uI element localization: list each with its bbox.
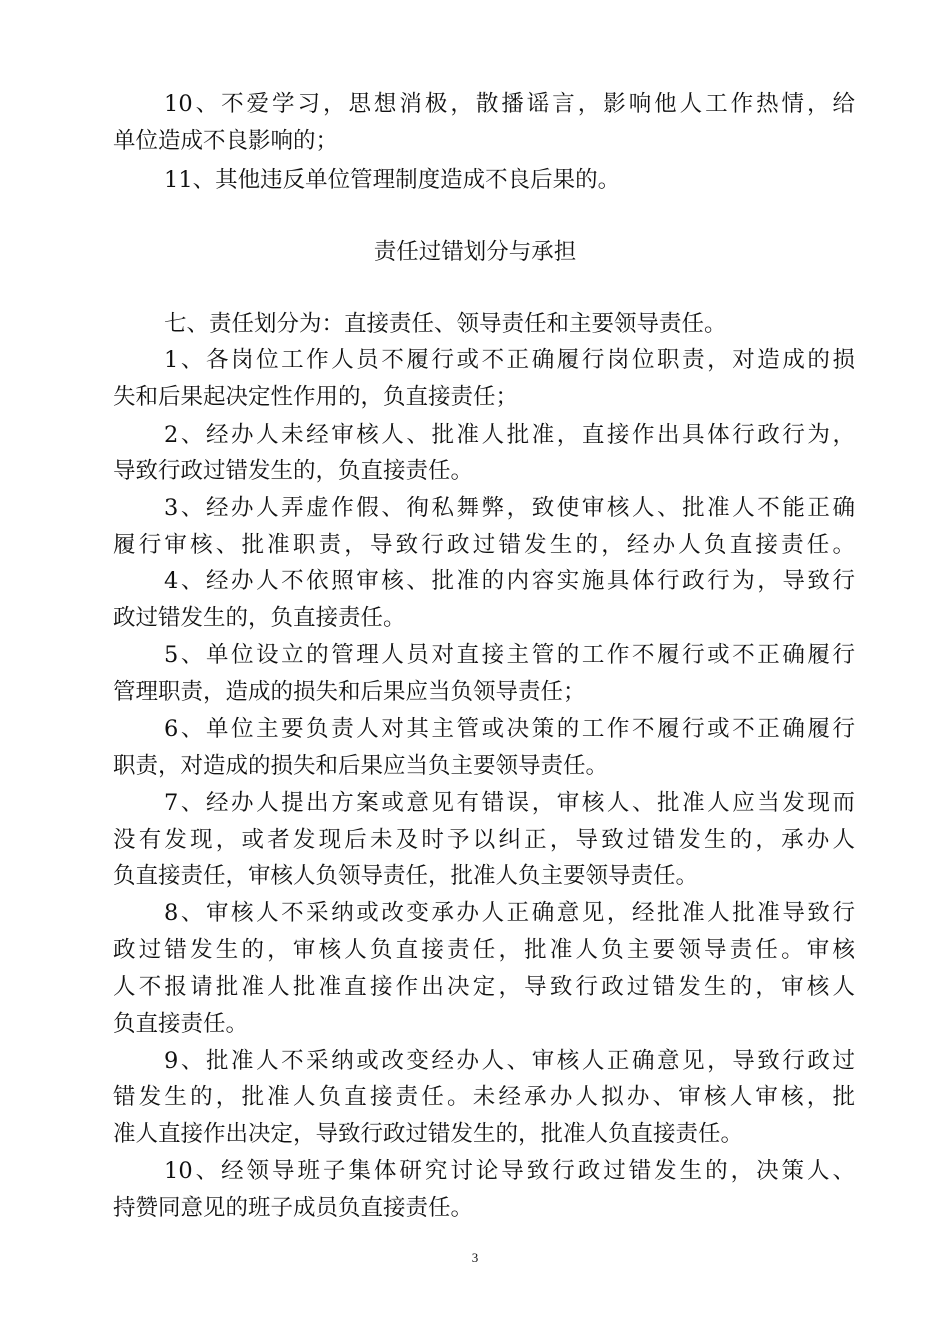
paragraph-line: 没有发现，或者发现后未及时予以纠正，导致过错发生的，承办人 xyxy=(113,827,855,853)
paragraph-line: 7、经办人提出方案或意见有错误，审核人、批准人应当发现而 xyxy=(164,790,855,816)
paragraph-line: 人不报请批准人批准直接作出决定，导致行政过错发生的，审核人 xyxy=(113,974,855,1000)
paragraph-line: 准人直接作出决定，导致行政过错发生的，批准人负直接责任。 xyxy=(113,1121,744,1147)
paragraph-line: 履行审核、批准职责，导致行政过错发生的，经办人负直接责任。 xyxy=(113,532,855,558)
paragraph-line: 持赞同意见的班子成员负直接责任。 xyxy=(113,1195,474,1221)
paragraph-line: 政过错发生的，负直接责任。 xyxy=(113,605,406,631)
paragraph-line: 导致行政过错发生的，负直接责任。 xyxy=(113,458,474,484)
page-number: 3 xyxy=(471,1250,479,1265)
paragraph-line: 5、单位设立的管理人员对直接主管的工作不履行或不正确履行 xyxy=(164,642,855,668)
paragraph-line: 9、批准人不采纳或改变经办人、审核人正确意见，导致行政过 xyxy=(164,1048,855,1074)
paragraph-line: 4、经办人不依照审核、批准的内容实施具体行政行为，导致行 xyxy=(164,568,855,594)
paragraph-line: 政过错发生的，审核人负直接责任，批准人负主要领导责任。审核 xyxy=(113,937,855,963)
paragraph-line: 2、经办人未经审核人、批准人批准，直接作出具体行政行为， xyxy=(164,422,855,448)
paragraph-line: 6、单位主要负责人对其主管或决策的工作不履行或不正确履行 xyxy=(164,716,855,742)
paragraph-line: 职责，对造成的损失和后果应当负主要领导责任。 xyxy=(113,753,609,779)
paragraph-line: 负直接责任。 xyxy=(113,1011,249,1037)
paragraph-line: 1、各岗位工作人员不履行或不正确履行岗位职责，对造成的损 xyxy=(164,347,855,373)
paragraph-line: 10、经领导班子集体研究讨论导致行政过错发生的，决策人、 xyxy=(164,1158,855,1184)
paragraph-line: 失和后果起决定性作用的，负直接责任； xyxy=(113,384,519,410)
paragraph-line: 10、不爱学习，思想消极，散播谣言，影响他人工作热情，给 xyxy=(164,91,855,117)
paragraph-line: 11、其他违反单位管理制度造成不良后果的。 xyxy=(164,167,621,193)
paragraph-line: 单位造成不良影响的； xyxy=(113,128,339,154)
paragraph-line: 错发生的，批准人负直接责任。未经承办人拟办、审核人审核，批 xyxy=(113,1084,855,1110)
paragraph-line: 8、审核人不采纳或改变承办人正确意见，经批准人批准导致行 xyxy=(164,900,855,926)
paragraph-line: 3、经办人弄虚作假、徇私舞弊，致使审核人、批准人不能正确 xyxy=(164,495,855,521)
paragraph-line: 管理职责，造成的损失和后果应当负领导责任； xyxy=(113,679,586,705)
section-title: 责任过错划分与承担 xyxy=(373,239,577,265)
paragraph-line: 负直接责任，审核人负领导责任，批准人负主要领导责任。 xyxy=(113,863,699,889)
paragraph-line: 七、责任划分为：直接责任、领导责任和主要领导责任。 xyxy=(164,311,727,337)
